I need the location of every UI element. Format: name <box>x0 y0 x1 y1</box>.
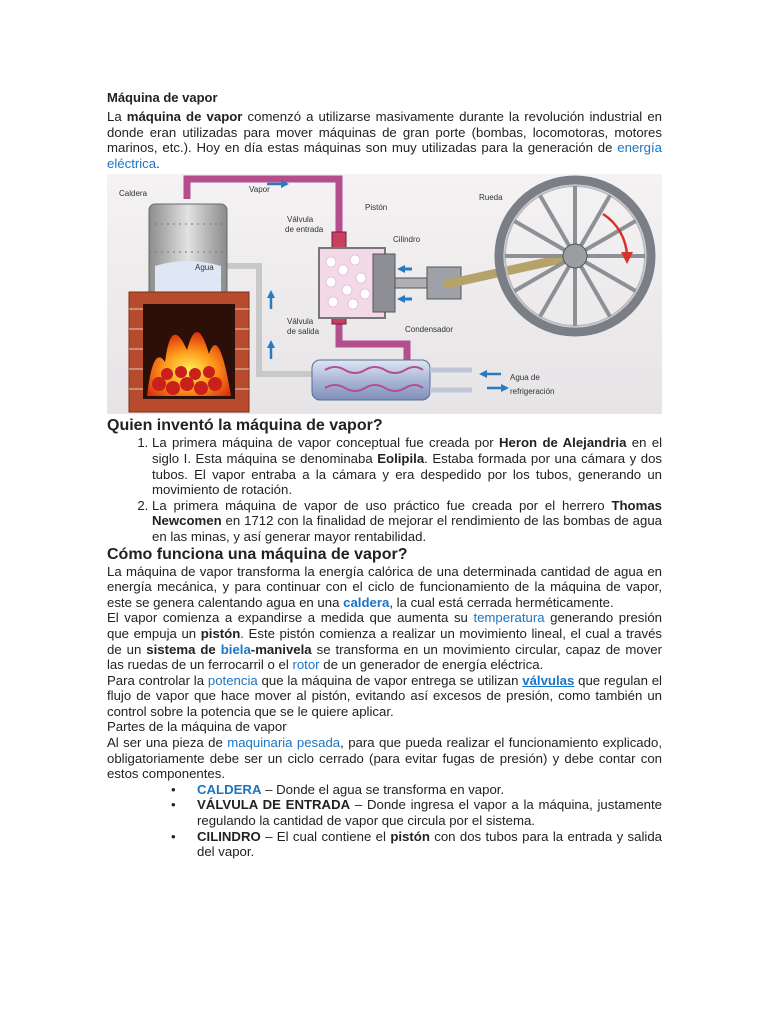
intro-paragraph <box>107 109 662 171</box>
list-item <box>152 498 662 545</box>
list-text: La primera máquina de vapor conceptual fue creada por <box>152 435 500 451</box>
parts-heading: Partes de la máquina de vapor <box>107 719 287 735</box>
bold-term: sistema de <box>146 641 221 657</box>
list-item <box>171 781 662 798</box>
label-agua: Agua <box>195 263 214 273</box>
paragraph-text: El vapor comienza a expandirse a medida que aumenta su <box>107 610 474 626</box>
section-heading-inventor: Quien inventó la máquina de vapor? <box>107 417 383 435</box>
list-text: en 1712 con la finalidad de mejorar el rendimiento de las bombas de agua en las minas, y así generar mayor rentabilidad. <box>152 513 662 544</box>
parts-list <box>107 782 662 860</box>
section-heading-how-it-works: Cómo funciona una máquina de vapor? <box>107 545 408 563</box>
label-valvula-entrada: Válvula <box>287 215 314 225</box>
label-caldera: Caldera <box>119 189 148 199</box>
paragraph <box>107 564 662 611</box>
intro-bold-term: máquina de vapor <box>126 109 243 124</box>
part-label: VÁLVULA DE ENTRADA <box>197 797 351 813</box>
potencia-link[interactable]: potencia <box>207 672 258 688</box>
paragraph-text: . Este pistón comienza a realizar un movimiento lineal, el cual a través de un <box>107 625 662 657</box>
caldera-link[interactable]: caldera <box>343 594 390 610</box>
paragraph-text: La máquina de vapor transforma la energía calórica de una determinada cantidad de agua en energía mecánica, y para continuar con el ciclo de funcionamiento de la máquina de vapor, este se genera calentando agua en una <box>107 563 662 610</box>
bold-term: pistón <box>390 828 430 844</box>
maquinaria-pesada-link[interactable]: maquinaria pesada <box>227 735 341 751</box>
steam-engine-diagram <box>107 174 662 414</box>
label-valvula-entrada: de entrada <box>285 225 324 235</box>
label-valvula-salida: Válvula <box>287 317 314 327</box>
bold-term: Heron de Alejandria <box>499 435 627 451</box>
paragraph <box>107 735 662 782</box>
paragraph-text: de un generador de energía eléctrica. <box>319 657 544 673</box>
document-page <box>107 90 662 860</box>
rotor-link[interactable]: rotor <box>292 657 320 673</box>
intro-text: . <box>156 155 160 171</box>
label-valvula-salida: de salida <box>287 327 320 337</box>
paragraph-text: se transforma en un movimiento circular, capaz de mover las ruedas de un ferrocarril o el <box>107 641 663 673</box>
piston <box>373 254 395 312</box>
label-rueda: Rueda <box>479 193 503 203</box>
label-condensador: Condensador <box>405 325 454 335</box>
label-agua-refrigeracion: refrigeración <box>510 387 555 397</box>
paragraph-text: que regulan el flujo de vapor que hace mover al pistón, evitando así excesos de presión, como también un control sobre la potencia que se le quiere aplicar. <box>107 672 662 719</box>
wheel <box>499 180 651 332</box>
list-item <box>171 797 663 829</box>
bullet: • <box>171 781 176 797</box>
part-label: CILINDRO <box>197 828 261 844</box>
list-item <box>152 435 662 497</box>
list-text: . Estaba formada por una cámara y dos tubos. El vapor entraba a la cámara y era despedido por los tubos, generando un movimiento de rotación. <box>152 450 662 498</box>
paragraph-text: generando presión que empuja un <box>107 610 662 641</box>
list-text: en el siglo I. Esta máquina se denominaba <box>152 435 662 466</box>
valvulas-link[interactable]: válvulas <box>522 672 575 688</box>
biela-link[interactable]: biela <box>220 641 251 657</box>
paragraph-text: Para controlar la <box>107 672 208 688</box>
paragraph-text: , para que pueda realizar el funcionamiento explicado, obligatoriamente debe ser un ciclo cerrado (para evitar fugas de presión) y debe contar con estos componentes. <box>107 735 662 782</box>
energia-electrica-link[interactable]: energía eléctrica <box>107 140 662 171</box>
document-title: Máquina de vapor <box>107 90 218 105</box>
label-piston: Pistón <box>365 203 388 213</box>
bold-term: Thomas Newcomen <box>152 497 662 529</box>
label-cilindro: Cilindro <box>393 235 421 245</box>
intro-text: La <box>107 109 127 124</box>
paragraph-text: Al ser una pieza de <box>107 735 228 751</box>
bullet: • <box>171 797 176 813</box>
paragraph <box>107 673 662 720</box>
bold-term: Eolipila <box>377 450 425 466</box>
temperatura-link[interactable]: temperatura <box>473 610 545 626</box>
part-text: – El cual contiene el <box>260 828 391 844</box>
paragraph-text: que la máquina de vapor entrega se utilizan <box>257 672 523 688</box>
inventor-list <box>107 435 662 544</box>
list-text: La primera máquina de vapor de uso práctico fue creada por el herrero <box>152 497 612 513</box>
bold-term: -manivela <box>250 641 312 657</box>
paragraph-text: , la cual está cerrada herméticamente. <box>389 594 614 610</box>
label-vapor: Vapor <box>249 185 270 195</box>
part-text: – Donde el agua se transforma en vapor. <box>261 781 505 797</box>
bold-term: pistón <box>200 625 241 641</box>
paragraph <box>107 610 662 672</box>
condenser <box>312 360 430 400</box>
list-item <box>171 828 662 860</box>
piston-rod <box>395 278 429 288</box>
part-text: – Donde ingresa el vapor a la máquina, justamente regulando la cantidad de vapor que circula por el sistema. <box>197 797 663 829</box>
part-label: CALDERA <box>197 781 262 797</box>
label-agua-refrigeracion: Agua de <box>510 373 540 383</box>
bullet: • <box>171 828 176 844</box>
intro-text: comenzó a utilizarse masivamente durante la revolución industrial en donde eran utilizadas para mover máquinas de gran porte (bombas, locomotoras, motores marinos, etc.). Hoy en día estas máquinas son muy utilizadas para la generación de <box>107 109 662 156</box>
part-text: con dos tubos para la entrada y salida del vapor. <box>197 828 662 860</box>
